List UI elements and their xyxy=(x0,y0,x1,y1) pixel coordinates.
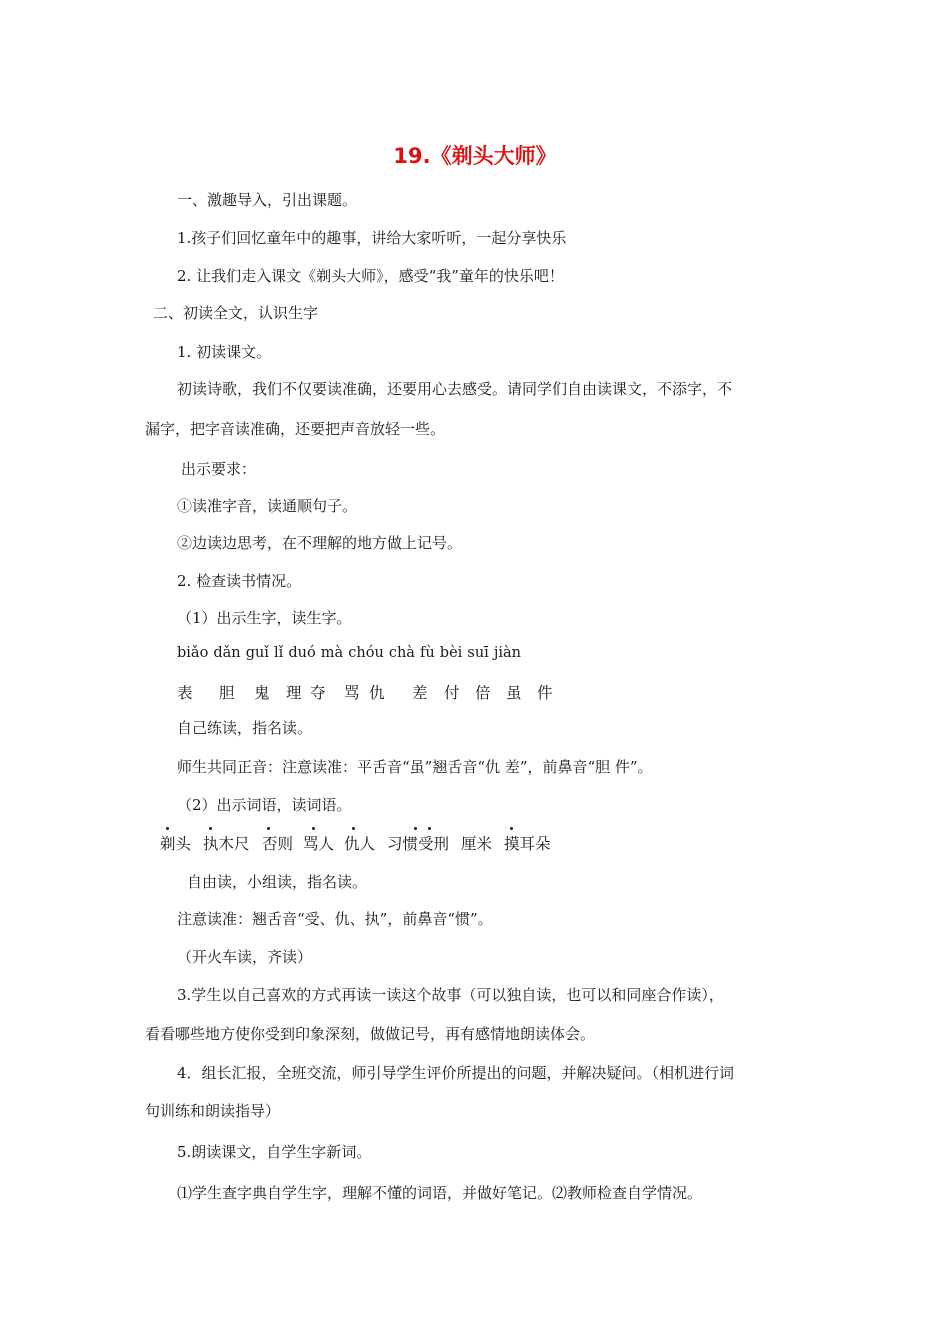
paragraph-line: 3.学生以自己喜欢的方式再读一读这个故事（可以独自读，也可以和同座合作读）， xyxy=(177,986,724,1004)
section-heading-1: 一、激趣导入，引出课题。 xyxy=(177,191,358,209)
emphasis-dot xyxy=(166,827,169,830)
character: 理 xyxy=(286,684,302,702)
vocabulary-row xyxy=(160,832,580,858)
paragraph-line: 2. 让我们走入课文《剃头大师》，感受“我”童年的快乐吧！ xyxy=(177,267,564,285)
vocabulary-word: 否则 xyxy=(262,835,294,853)
paragraph-line: 1.孩子们回忆童年中的趣事，讲给大家听听，一起分享快乐 xyxy=(177,229,567,247)
emphasis-dot xyxy=(312,827,315,830)
pinyin-syllable: guǐ xyxy=(245,645,269,661)
paragraph-line: 2. 检查读书情况。 xyxy=(177,572,302,590)
paragraph-line: （1）出示生字，读生字。 xyxy=(177,609,352,627)
pinyin-syllable: jiàn xyxy=(493,645,521,661)
character: 仇 xyxy=(369,684,385,702)
paragraph-line: 看看哪些地方使你受到印象深刻，做做记号，再有感情地朗读体会。 xyxy=(145,1025,596,1043)
character: 骂 xyxy=(344,684,360,702)
character-row xyxy=(177,681,597,705)
pinyin-syllable: chà xyxy=(388,645,415,661)
emphasis-dot xyxy=(510,827,513,830)
character: 鬼 xyxy=(254,684,270,702)
vocabulary-word: 剃头 xyxy=(160,835,192,853)
pinyin-syllable: bèi xyxy=(439,645,463,661)
vocabulary-word: 执木尺 xyxy=(203,835,250,853)
paragraph-line: ⑴学生查字典自学生字，理解不懂的词语，并做好笔记。⑵教师检查自学情况。 xyxy=(177,1184,703,1202)
character: 表 xyxy=(177,684,193,702)
emphasis-dot xyxy=(209,827,212,830)
paragraph-line: 自由读，小组读，指名读。 xyxy=(187,873,368,891)
vocabulary-word: 仇人 xyxy=(344,835,376,853)
pinyin-syllable: suī xyxy=(467,645,489,661)
paragraph-line: 师生共同正音：注意读准：平舌音“虽”翘舌音“仇 差”，前鼻音“胆 件”。 xyxy=(177,758,653,776)
paragraph-line: ②边读边思考，在不理解的地方做上记号。 xyxy=(177,534,463,552)
character: 夺 xyxy=(310,684,326,702)
character: 付 xyxy=(444,684,460,702)
paragraph-line: 初读诗歌，我们不仅要读准确，还要用心去感受。请同学们自由读课文，不添字，不 xyxy=(177,380,733,398)
paragraph-line: 4．组长汇报，全班交流，师引导学生评价所提出的问题，并解决疑问。（相机进行词 xyxy=(177,1064,735,1082)
emphasis-dot xyxy=(267,827,270,830)
character: 件 xyxy=(537,684,553,702)
pinyin-syllable: mà xyxy=(320,645,344,661)
paragraph-line: 出示要求： xyxy=(181,460,257,478)
vocabulary-word: 习惯受刑 xyxy=(387,835,450,853)
emphasis-dot xyxy=(352,827,355,830)
paragraph-line: （开火车读，齐读） xyxy=(177,948,313,966)
character: 差 xyxy=(412,684,428,702)
paragraph-line: 自己练读，指名读。 xyxy=(177,719,313,737)
pinyin-syllable: fù xyxy=(420,645,435,661)
paragraph-line: 5.朗读课文，自学生字新词。 xyxy=(177,1143,372,1161)
section-heading-2: 二、初读全文，认识生字 xyxy=(153,304,319,322)
paragraph-line: 漏字，把字音读准确，还要把声音放轻一些。 xyxy=(145,420,446,438)
pinyin-syllable: chóu xyxy=(348,645,384,661)
pinyin-syllable: biǎo xyxy=(177,645,209,661)
paragraph-line: 句训练和朗读指导） xyxy=(145,1102,281,1120)
vocabulary-word: 摸耳朵 xyxy=(504,835,551,853)
vocabulary-word: 厘米 xyxy=(461,835,493,853)
emphasis-dot xyxy=(414,827,417,830)
paragraph-line: ①读准字音，读通顺句子。 xyxy=(177,497,358,515)
character: 虽 xyxy=(506,684,522,702)
pinyin-row xyxy=(177,645,526,661)
character: 倍 xyxy=(475,684,491,702)
pinyin-syllable: duó xyxy=(288,645,316,661)
paragraph-line: 1. 初读课文。 xyxy=(177,343,272,361)
pinyin-syllable: lǐ xyxy=(274,645,284,661)
document-title: 19.《剃头大师》 xyxy=(393,144,557,168)
paragraph-line: （2）出示词语，读词语。 xyxy=(177,796,352,814)
paragraph-line: 注意读准：翘舌音“受、仇、执”，前鼻音“惯”。 xyxy=(177,910,493,928)
vocabulary-word: 骂人 xyxy=(303,835,335,853)
emphasis-dot xyxy=(428,827,431,830)
character: 胆 xyxy=(219,684,235,702)
pinyin-syllable: dǎn xyxy=(213,645,241,661)
